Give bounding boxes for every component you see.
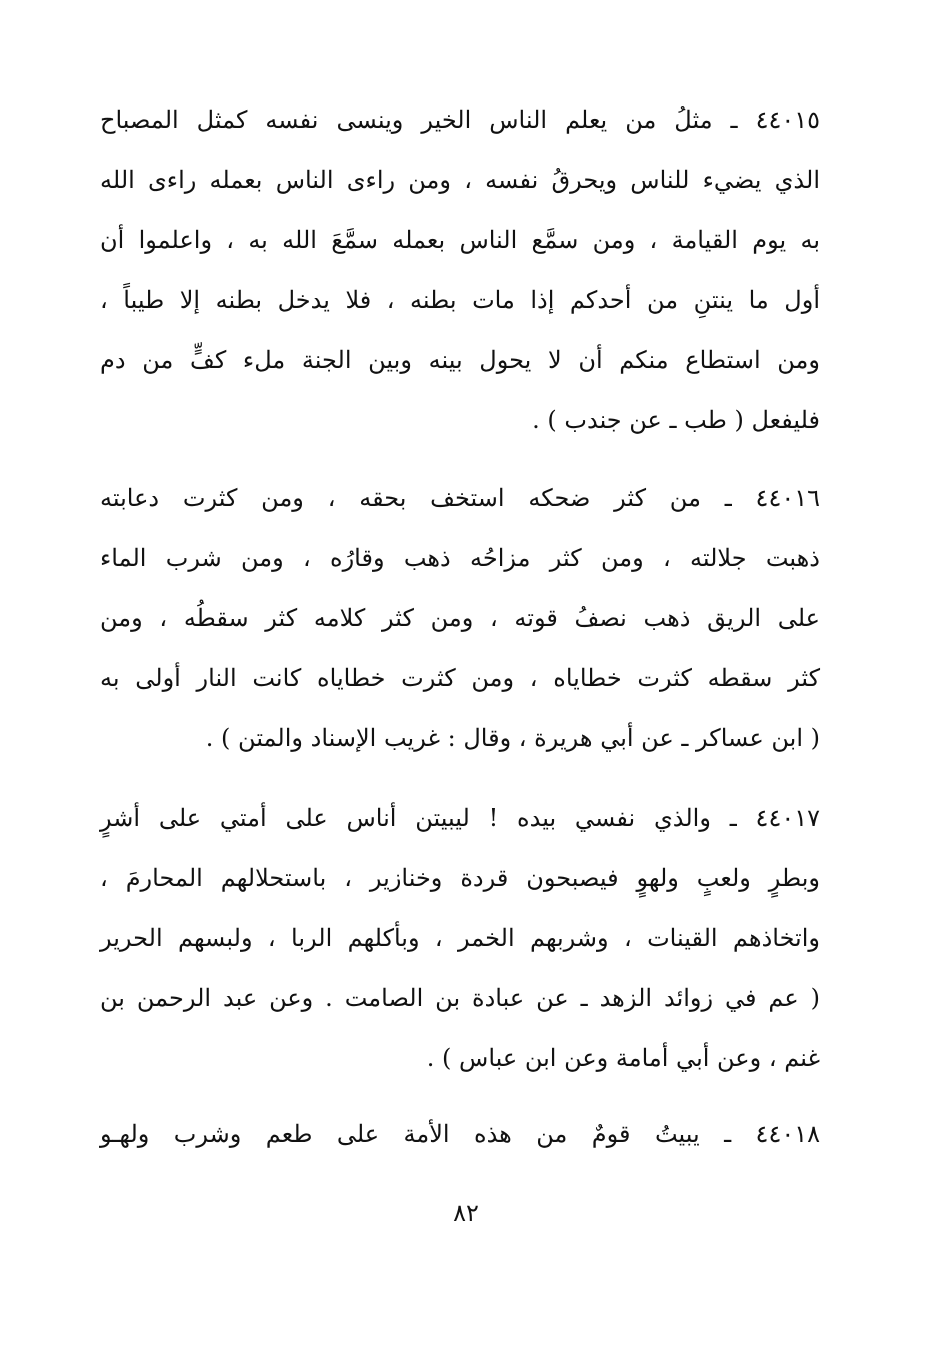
- text-line: به يوم القيامة ، ومن سمَّع الناس بعمله سمَّعَ الله به ، واعلموا أن: [100, 226, 821, 254]
- text-line: غنم ، وعن أبي أمامة وعن ابن عباس ) .: [426, 1044, 820, 1072]
- text-line: ( ابن عساكر ـ عن أبي هريرة ، وقال : غريب الإسناد والمتن ) .: [205, 724, 820, 752]
- text-line: أول ما ينتنِ من أحدكم إذا مات بطنه ، فلا يدخل بطنه إلا طيباً ،: [100, 286, 820, 314]
- text-line: ( عم في زوائد الزهد ـ عن عبادة بن الصامت . وعن عبد الرحمن بن: [100, 984, 820, 1012]
- text-line: كثر سقطه كثرت خطاياه ، ومن كثرت خطاياه كانت النار أولى به: [100, 664, 820, 692]
- text-line: واتخاذهم القينات ، وشربهم الخمر ، وبأكلهم الربا ، ولبسهم الحرير: [100, 924, 820, 952]
- text-line: ذهبت جلالته ، ومن كثر مزاحُه ذهب وقارُه ، ومن شرب الماء: [100, 544, 820, 572]
- text-line: الذي يضيء للناس ويحرقُ نفسه ، ومن راءى الناس بعمله راءى الله: [100, 166, 820, 194]
- hadith-44016: [100, 468, 820, 768]
- text-line: ٤٤٠١٥ ـ مثلُ من يعلم الناس الخير وينسى نفسه كمثل المصباح: [100, 106, 821, 134]
- text-line: ٤٤٠١٧ ـ والذي نفسي بيده ! ليبيتن أناس على أمتي على أشرٍ: [100, 804, 820, 832]
- page-number: ٨٢: [453, 1199, 479, 1227]
- hadith-44018: [100, 1104, 820, 1164]
- text-line: ٤٤٠١٦ ـ من كثر ضحكه استخف بحقه ، ومن كثرت دعابته: [100, 484, 820, 512]
- text-line: ٤٤٠١٨ ـ يبيتُ قومٌ من هذه الأمة على طعم وشرب ولهـو: [100, 1120, 820, 1148]
- text-line: ومن استطاع منكم أن لا يحول بينه وبين الجنة ملء كفٍّ من دم: [100, 346, 820, 374]
- hadith-44015: [100, 90, 820, 450]
- hadith-44017: [100, 788, 820, 1088]
- text-line: وبطرٍ ولعبٍ ولهوٍ فيصبحون قردة وخنازير ، باستحلالهم المحارمَ ،: [100, 864, 820, 892]
- text-line: فليفعل ( طب ـ عن جندب ) .: [532, 406, 820, 434]
- text-line: على الريق ذهب نصفُ قوته ، ومن كثر كلامه كثر سقطُه ، ومن: [100, 604, 820, 632]
